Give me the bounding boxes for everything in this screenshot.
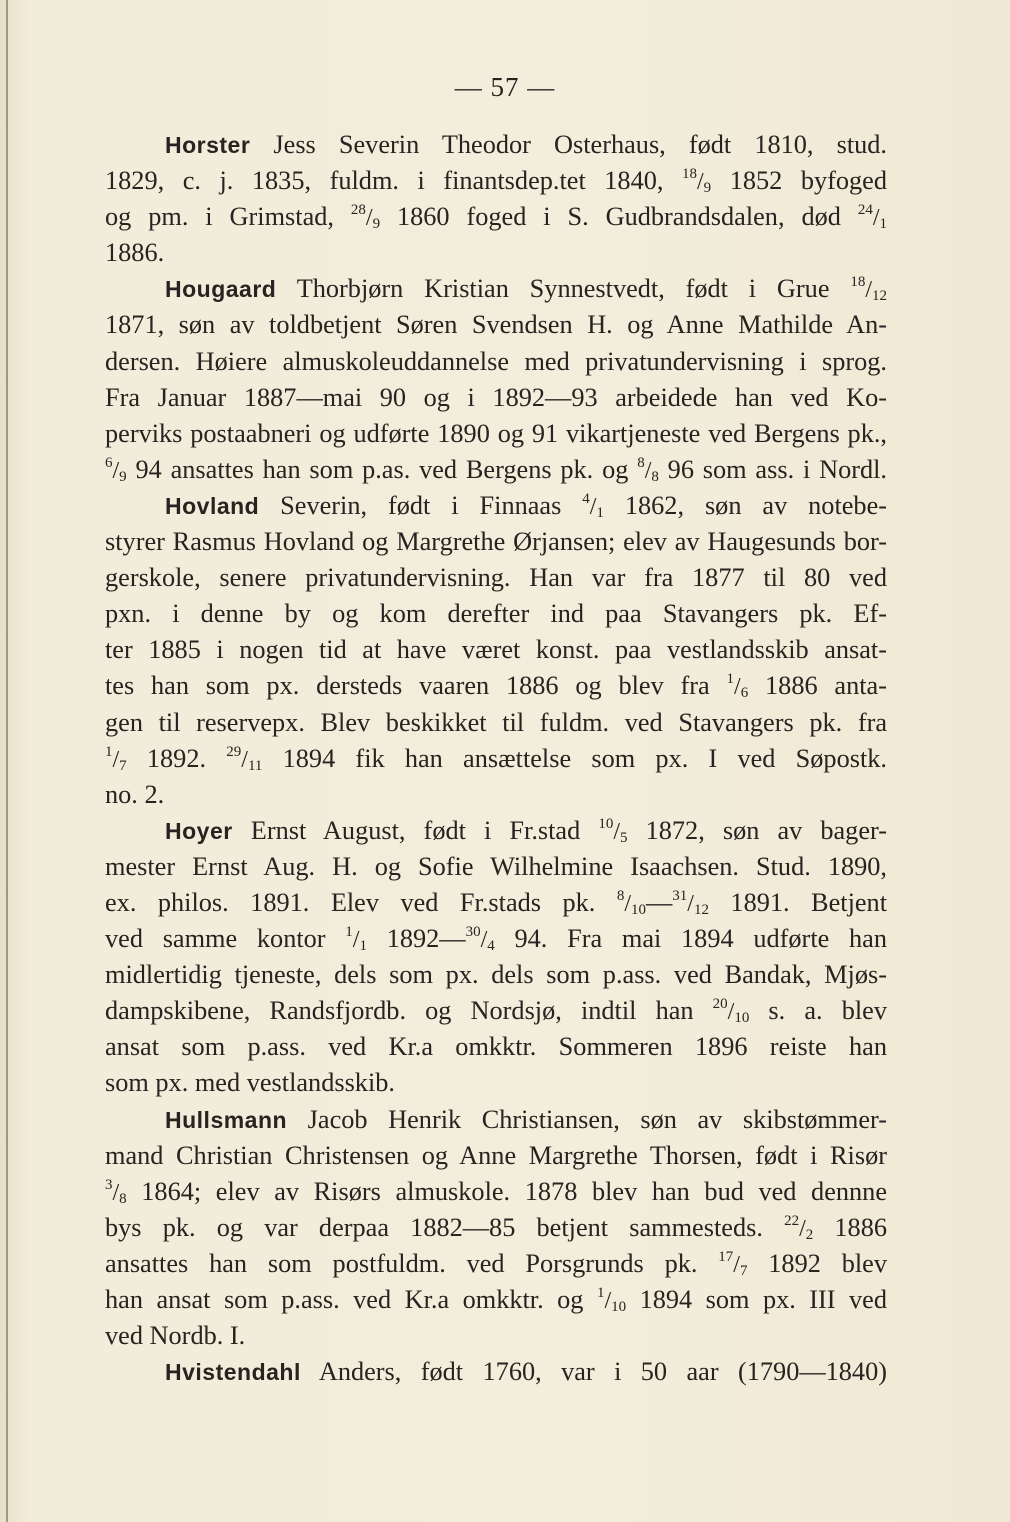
text-run: 1864; elev av Risørs almuskole. 1878 blev han bud ved dennne — [126, 1176, 887, 1206]
entry-surname: Hovland — [165, 492, 260, 519]
entry-surname: Hvistendahl — [165, 1359, 301, 1386]
text-run: midlertidig tjeneste, dels som px. dels som p.ass. ved Bandak, Mjøs- — [105, 960, 887, 990]
text-line — [105, 1029, 887, 1065]
text-line — [105, 127, 887, 163]
fraction-month: 9 — [119, 468, 127, 485]
fraction-month: 1 — [596, 504, 604, 521]
text-line — [105, 777, 887, 813]
fraction-month: 6 — [740, 685, 749, 702]
date-fraction: $^{24}/_1$ — [857, 202, 887, 233]
text-run: 1892 blev — [747, 1248, 887, 1278]
fraction-month: 7 — [119, 757, 127, 774]
text-run: gen til reservepx. Blev beskikket til fuldm. ved Stavangers pk. fra — [105, 707, 887, 737]
page-number: — 57 — — [454, 72, 556, 102]
text-run: 1886 anta- — [748, 671, 887, 701]
text-run: 1886 — [813, 1212, 887, 1242]
date-fraction: $^6/_9$ — [105, 454, 127, 485]
fraction-day: 1 — [596, 1285, 605, 1301]
fraction-day: 22 — [784, 1212, 800, 1229]
date-fraction: $^8/_8$ — [637, 454, 659, 485]
text-run: ansattes han som postfuldm. ved Porsgrunds pk. — [105, 1248, 719, 1278]
text-line — [105, 488, 887, 524]
text-run: Anders, født 1760, var i 50 aar (1790—1840) — [300, 1357, 887, 1387]
date-fraction: $^{22}/_2$ — [784, 1212, 814, 1243]
text-line — [105, 416, 887, 452]
text-line — [105, 849, 887, 885]
fraction-month: 12 — [693, 901, 709, 918]
fraction-day: 31 — [672, 887, 688, 904]
text-line — [105, 1102, 887, 1138]
fraction-month: 12 — [872, 288, 887, 305]
date-fraction: $^{28}/_9$ — [350, 202, 381, 233]
text-run: 94 ansattes han som p.as. ved Bergens pk. og — [126, 454, 638, 484]
text-line — [105, 235, 887, 271]
text-run: 1829, c. j. 1835, fuldm. i finantsdep.tet 1840, — [105, 166, 682, 196]
date-fraction: $^1/_7$ — [105, 743, 127, 774]
text-line — [105, 1246, 887, 1282]
text-run: gerskole, senere privatundervisning. Han var fra 1877 til 80 ved — [105, 563, 887, 593]
text-line — [105, 452, 887, 488]
fraction-day: 10 — [598, 815, 614, 832]
text-run: no. 2. — [105, 779, 165, 809]
text-run: ved samme kontor — [105, 924, 346, 954]
date-fraction: $^{29}/_{11}$ — [226, 743, 263, 774]
text-run: Fra Januar 1887—mai 90 og i 1892—93 arbeidede han ved Ko- — [105, 382, 887, 412]
date-fraction: $^{17}/_7$ — [718, 1248, 748, 1279]
date-fraction: $^3/_8$ — [105, 1176, 127, 1207]
entry-surname: Hullsmann — [165, 1106, 288, 1133]
fraction-day: 20 — [712, 996, 728, 1013]
text-run: 1894 fik han ansættelse som px. I ved Søpostk. — [262, 743, 887, 773]
text-line — [105, 668, 887, 704]
text-line — [105, 163, 887, 199]
date-fraction: $^{18}/_9$ — [681, 166, 712, 197]
text-run: 94. Fra mai 1894 udførte han — [494, 924, 887, 954]
date-fraction: $^1/_1$ — [345, 924, 367, 955]
text-run: Jess Severin Theodor Osterhaus, født 1810, stud. — [250, 130, 887, 159]
text-line — [105, 596, 887, 632]
text-run: dersen. Høiere almuskoleuddannelse med privatundervisning i sprog. — [105, 346, 887, 376]
text-run: ter 1885 i nogen tid at have været konst. paa vestlandsskib ansat- — [105, 635, 887, 665]
text-line — [105, 705, 887, 741]
fraction-day: 18 — [681, 166, 697, 183]
fraction-day: 6 — [105, 454, 113, 471]
text-run: 1871, søn av toldbetjent Søren Svendsen H. og Anne Mathilde An- — [105, 310, 887, 340]
text-run: perviks postaabneri og udførte 1890 og 91 vikartjeneste ved Bergens pk., — [105, 418, 887, 448]
text-run: og pm. i Grimstad, — [105, 202, 351, 232]
fraction-day: 28 — [350, 202, 366, 219]
text-run: dampskibene, Randsfjordb. og Nordsjø, indtil han — [105, 996, 713, 1026]
text-line — [105, 560, 887, 596]
text-run: — — [645, 887, 673, 917]
date-fraction: $^{31}/_{12}$ — [672, 887, 709, 918]
text-line — [105, 921, 887, 957]
text-run: Thorbjørn Kristian Synnestvedt, født i Grue — [276, 274, 851, 304]
fraction-month: 8 — [119, 1190, 127, 1207]
fraction-month: 4 — [487, 938, 495, 955]
fraction-day: 3 — [105, 1176, 113, 1193]
text-line — [105, 344, 887, 380]
text-line — [105, 1065, 887, 1101]
text-line — [105, 1318, 887, 1354]
date-fraction: $^8/_{10}$ — [616, 887, 646, 918]
date-fraction: $^{20}/_{10}$ — [712, 996, 750, 1027]
entry-surname: Hoyer — [165, 817, 233, 844]
text-run: ex. philos. 1891. Elev ved Fr.stads pk. — [105, 887, 617, 917]
text-run: mester Ernst Aug. H. og Sofie Wilhelmine Isaachsen. Stud. 1890, — [105, 851, 887, 881]
text-line — [105, 1210, 887, 1246]
text-line — [105, 1282, 887, 1318]
text-line — [105, 741, 887, 777]
text-run: som px. med vestlandsskib. — [105, 1068, 395, 1098]
fraction-day: 29 — [226, 743, 242, 760]
biographical-entries — [105, 127, 887, 1390]
text-run: 96 som ass. i Nordl. — [658, 454, 888, 484]
text-run: bys pk. og var derpaa 1882—85 betjent sammesteds. — [105, 1212, 785, 1242]
entry-surname: Hougaard — [165, 276, 277, 303]
text-run: 1892— — [366, 924, 466, 954]
fraction-day: 24 — [857, 202, 873, 219]
entry-surname: Horster — [165, 132, 251, 158]
fraction-day: 8 — [616, 887, 625, 904]
date-fraction: $^{30}/_4$ — [465, 924, 495, 955]
text-line — [105, 957, 887, 993]
date-fraction: $^{10}/_5$ — [598, 815, 628, 846]
text-run: 1891. Betjent — [708, 887, 887, 917]
date-fraction: $^1/_6$ — [726, 671, 749, 702]
date-fraction: $^{18}/_{12}$ — [850, 274, 887, 305]
fraction-month: 1 — [359, 938, 367, 955]
text-run: Jacob Henrik Christiansen, søn av skibstømmer- — [287, 1104, 887, 1134]
text-line — [105, 1138, 887, 1174]
text-line — [105, 307, 887, 343]
text-run: mand Christian Christensen og Anne Margrethe Thorsen, født i Risør — [105, 1140, 887, 1170]
text-run: Ernst August, født i Fr.stad — [232, 815, 599, 845]
text-run: s. a. blev — [749, 996, 887, 1026]
text-line — [105, 885, 887, 921]
text-line — [105, 1354, 887, 1390]
fraction-day: 1 — [345, 924, 353, 941]
fraction-month: 7 — [739, 1262, 748, 1279]
page-edge-shadow — [6, 0, 8, 1522]
text-run: 1860 foged i S. Gudbrandsdalen, død — [380, 202, 858, 232]
text-run: 1862, søn av notebe- — [603, 490, 887, 520]
fraction-month: 10 — [734, 1010, 750, 1027]
fraction-day: 1 — [726, 671, 735, 688]
date-fraction: $^1/_{10}$ — [596, 1285, 627, 1315]
fraction-month: 5 — [620, 829, 628, 846]
text-line — [105, 993, 887, 1029]
fraction-day: 8 — [637, 454, 645, 471]
text-run: tes han som px. dersteds vaaren 1886 og blev fra — [105, 671, 727, 701]
fraction-month: 9 — [703, 180, 712, 197]
date-fraction: $^4/_1$ — [582, 490, 604, 521]
text-line — [105, 1174, 887, 1210]
text-run: ansat som p.ass. ved Kr.a omkktr. Sommeren 1896 reiste han — [105, 1032, 887, 1062]
fraction-month: 10 — [630, 901, 646, 918]
text-line — [105, 524, 887, 560]
text-run: 1852 byfoged — [711, 166, 887, 196]
text-run: 1886. — [105, 238, 165, 268]
fraction-month: 9 — [372, 216, 381, 233]
text-line — [105, 380, 887, 416]
fraction-day: 1 — [105, 743, 113, 760]
fraction-day: 18 — [850, 274, 866, 291]
text-line — [105, 632, 887, 668]
text-run: Severin, født i Finnaas — [259, 490, 583, 520]
fraction-month: 1 — [879, 216, 887, 233]
text-line — [105, 813, 887, 849]
text-run: han ansat som p.ass. ved Kr.a omkktr. og — [105, 1285, 597, 1314]
fraction-day: 30 — [465, 924, 481, 941]
text-line — [105, 271, 887, 307]
text-run: ved Nordb. I. — [105, 1321, 246, 1351]
text-line — [105, 199, 887, 235]
text-run: 1894 som px. III ved — [626, 1285, 887, 1314]
fraction-day: 17 — [718, 1248, 734, 1265]
fraction-month: 10 — [611, 1299, 627, 1315]
fraction-month: 8 — [651, 468, 659, 485]
text-run: 1892. — [126, 743, 227, 773]
text-run: 1872, søn av bager- — [627, 815, 887, 845]
fraction-day: 4 — [582, 490, 590, 507]
text-run: styrer Rasmus Hovland og Margrethe Ørjansen; elev av Haugesunds bor- — [105, 527, 887, 557]
fraction-month: 2 — [805, 1226, 814, 1243]
text-run: pxn. i denne by og kom derefter ind paa Stavangers pk. Ef- — [105, 599, 887, 629]
fraction-month: 11 — [247, 757, 263, 774]
